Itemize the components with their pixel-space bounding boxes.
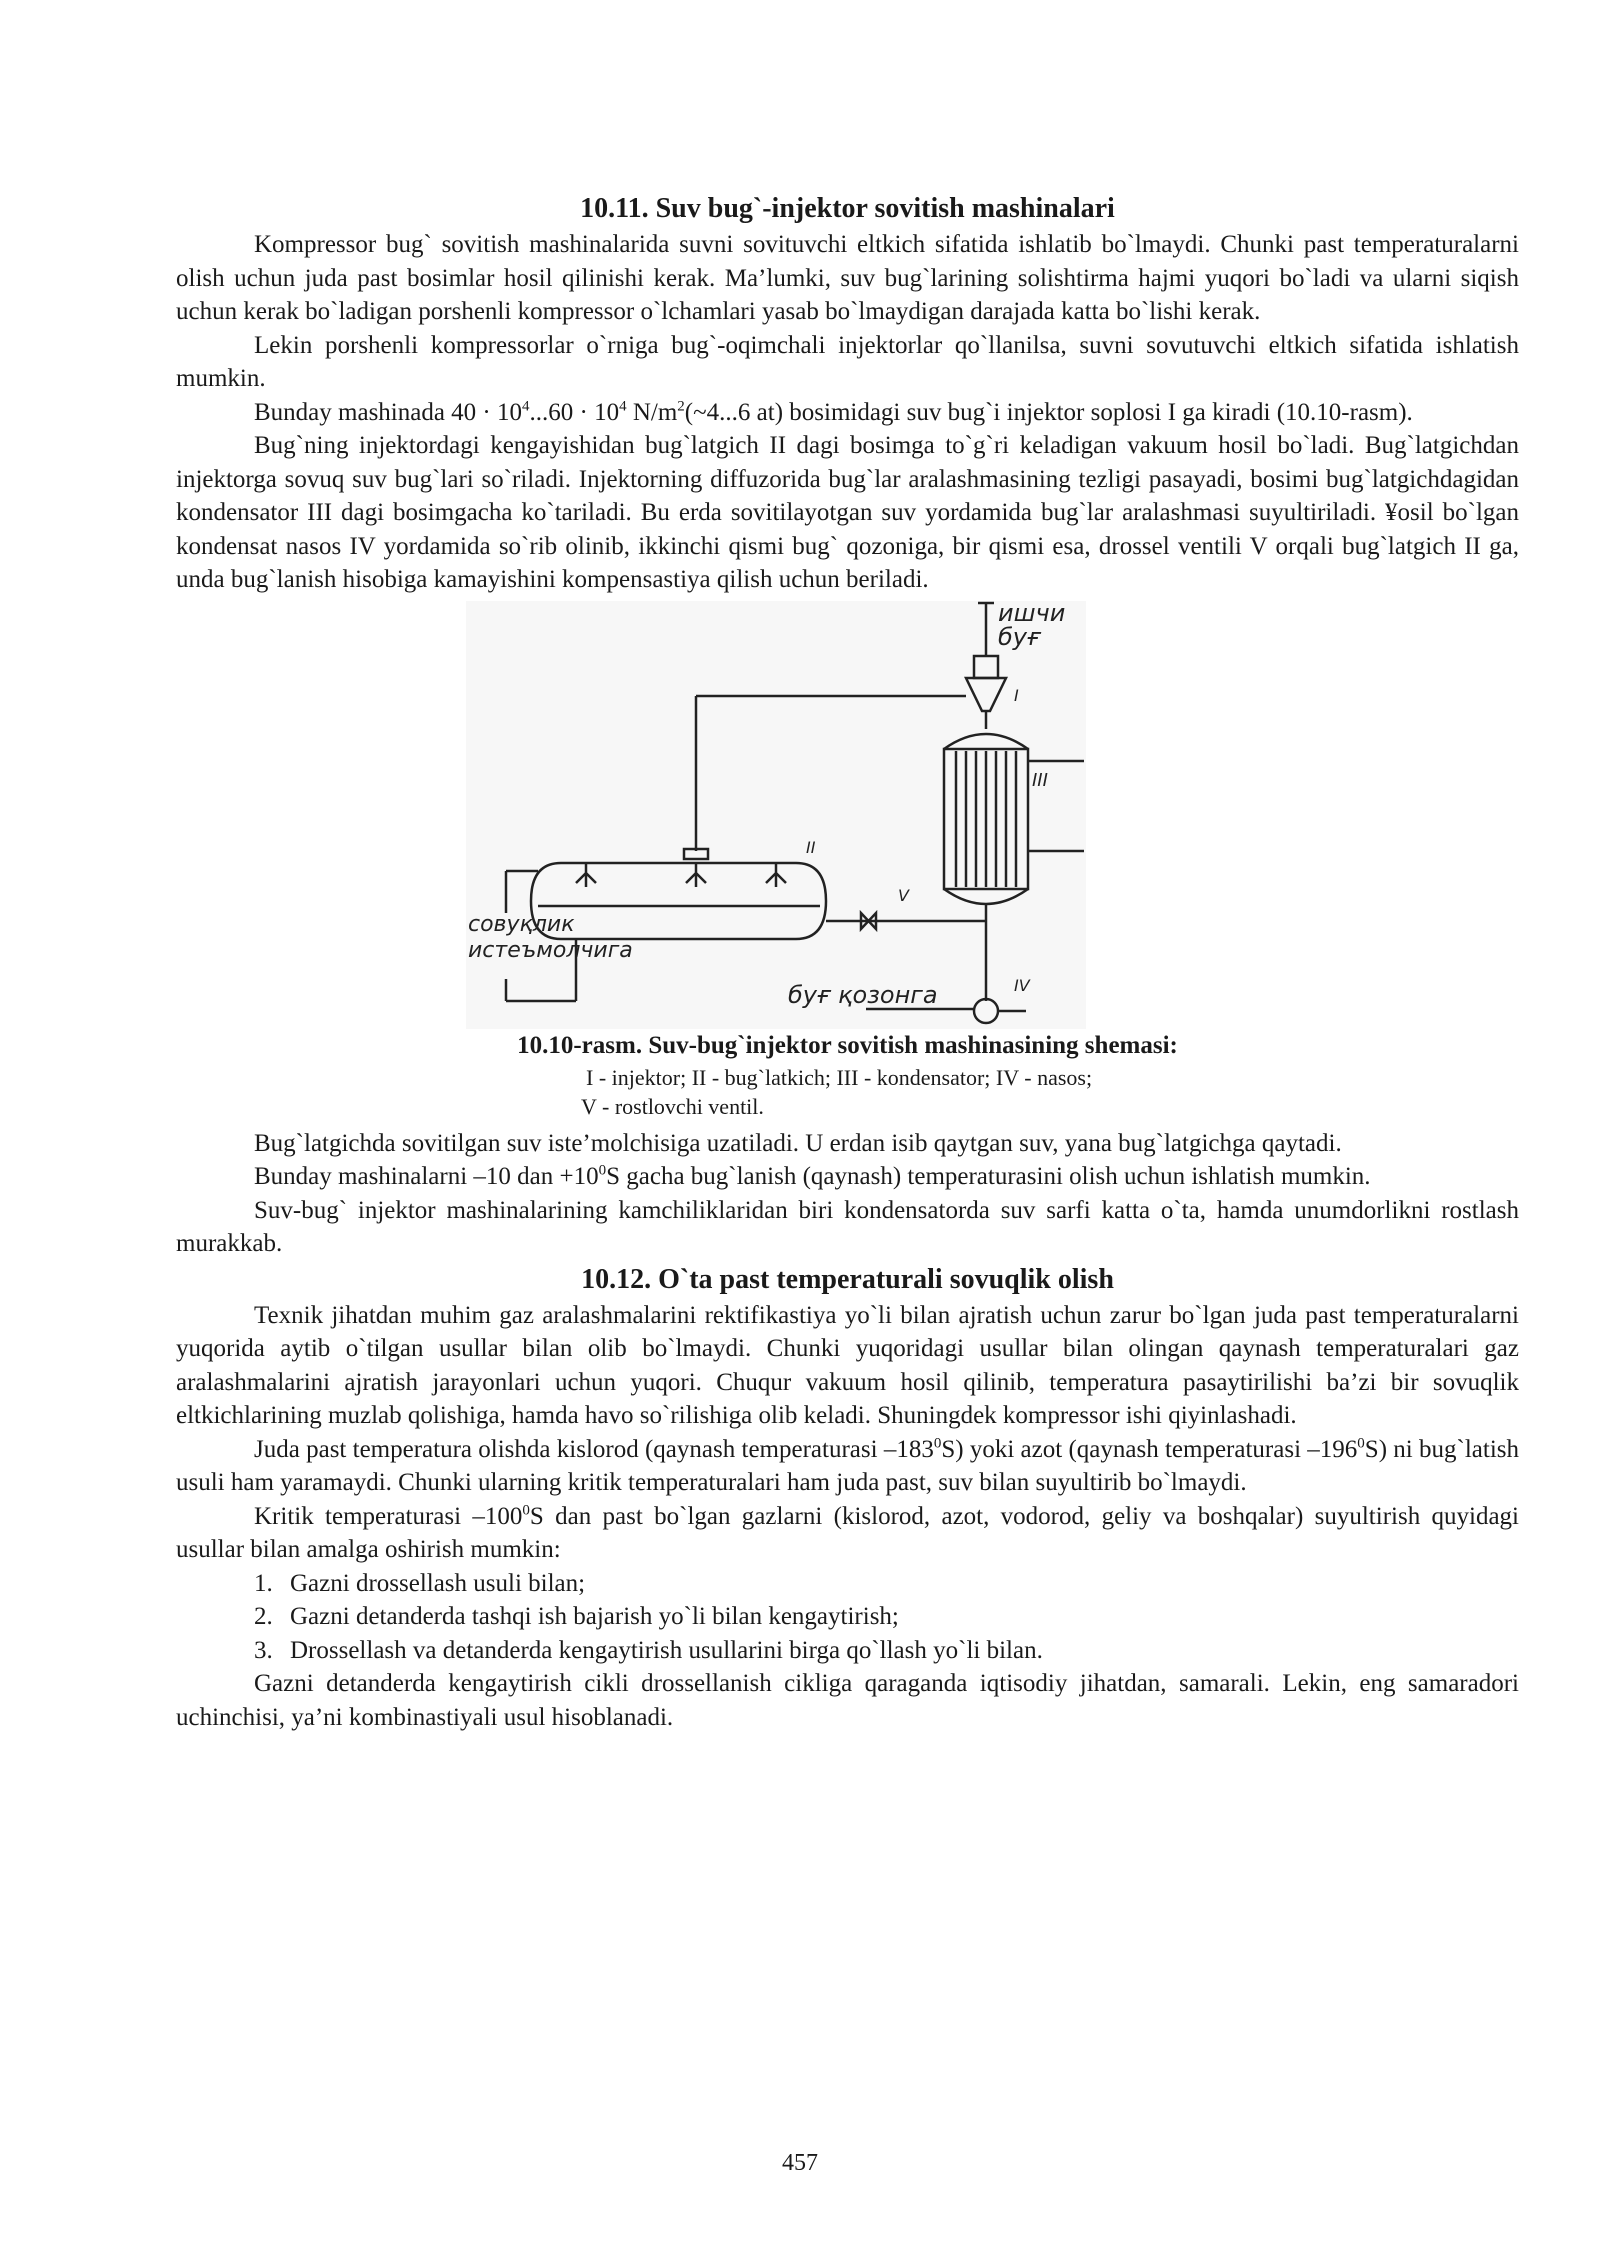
figure-caption-line: V - rostlovchi ventil.: [581, 1093, 764, 1119]
label-II: II: [806, 837, 816, 857]
paragraph: Texnik jihatdan muhim gaz aralashmalarini rektifikastiya yo`li bilan ajratish uchun zarur bo`lgan juda past temperaturalarni yuqorida aytib o`tilgan usullar bilan olib bo`lmaydi. Chunki yuqoridagi usullar bilan olingan qaynash temperaturalari gaz aralashmalarini ajratish jarayonlari uchun yuqori. Chuqur vakuum hosil qilinib, temperatura pasaytirilishi ba’zi bir sovuqlik eltkichlarining muzlab qolishiga, hamda havo so`rilishiga olib keladi. Shuningdek kompressor ishi qiyinlashadi.: [176, 1301, 1519, 1429]
label-IV: IV: [1014, 975, 1030, 995]
section-title-10-11: 10.11. Suv bug`-injektor sovitish mashinalari: [580, 193, 1115, 224]
label-working-steam-2: буғ: [998, 622, 1041, 651]
label-V: V: [898, 885, 909, 905]
figure-caption-line: I - injektor; II - bug`latkich; III - kondensator; IV - nasos;: [586, 1064, 1093, 1090]
paragraph: Kritik temperaturasi $-100^0S$ dan past bo`lgan gazlarni (kislorod, azot, vodorod, geliy va boshqalar) suyultirish quyidagi usullar bilan amalga oshirish mumkin:: [176, 1502, 1519, 1563]
label-working-steam-1: ишчи: [998, 600, 1066, 627]
label-consumer-2: истеъмолчига: [468, 937, 633, 963]
label-III: III: [1032, 769, 1048, 791]
figure-caption-title: 10.10-rasm. Suv-bug`injektor sovitish mashinasining shemasi:: [517, 1031, 1178, 1059]
page-content: [176, 190, 1519, 1734]
paragraph: Bunday mashinalarni –10 dan $+10^0S$ gacha bug`lanish (qaynash) temperaturasini olish uchun ishlatish mumkin.: [254, 1162, 1371, 1190]
list-item: 2. Gazni detanderda tashqi ish bajarish yo`li bilan kengaytirish;: [254, 1603, 899, 1630]
paragraph: Suv-bug` injektor mashinalarining kamchiliklaridan biri kondensatorda suv sarfi katta o`ta, hamda unumdorlikni rostlash murakkab.: [176, 1196, 1519, 1257]
paragraph: Kompressor bug` sovitish mashinalarida suvni sovituvchi eltkich sifatida ishlatib bo`lmaydi. Chunki past temperaturalarni olish uchun juda past bosimlar hosil qilinishi kerak. Ma’lumki, suv bug`larining solishtirma hajmi yuqori bo`ladi va ularni siqish uchun kerak bo`ladigan porshenli kompressor o`lchamlari yasab bo`lmaydigan darajada katta bo`lishi kerak.: [176, 231, 1519, 325]
paragraph: Lekin porshenli kompressorlar o`rniga bug`-oqimchali injektorlar qo`llanilsa, suvni sovutuvchi eltkich sifatida ishlatish mumkin.: [176, 331, 1519, 392]
list-item: 3. Drossellash va detanderda kengaytirish usullarini birga qo`llash yo`li bilan.: [254, 1636, 1043, 1664]
figure-schematic: [176, 601, 1519, 1029]
label-consumer-1: совуқлик: [468, 911, 575, 937]
list-item: 1. Gazni drossellash usuli bilan;: [254, 1569, 586, 1597]
page-number: 457: [782, 2150, 818, 2176]
paragraph: Gazni detanderda kengaytirish cikli drossellanish cikliga qaraganda iqtisodiy jihatdan, samarali. Lekin, eng samaradori uchinchisi, ya’ni kombinastiyali usul hisoblanadi.: [176, 1670, 1519, 1731]
pressure-paragraph: Bunday mashinada $40 \cdot 10^4...60 \cdot 10^4$ $N/m^2(\sim 4...6$ at) bosimidagi suv bug`i injektor soplosi I ga kiradi (10.10-rasm).: [254, 398, 1413, 426]
label-to-boiler: буғ қозонга: [788, 980, 938, 1009]
injector-schematic-diagram: [466, 601, 1086, 1029]
paragraph: Bug`ning injektordagi kengayishidan bug`latgich II dagi bosimga to`g`ri keladigan vakuum hosil bo`ladi. Bug`latgichdan injektorga sovuq suv bug`lari so`riladi. Injektorning diffuzorida bug`lar aralashmasining tezligi pasayadi, bosimi bug`latgichdagidan kondensator III dagi bosimgacha ko`tariladi. Bu erda sovitilayotgan suv yordamida bug`lar aralashmasi suyultiriladi. ¥osil bo`lgan kondensat nasos IV yordamida so`rib olinib, ikkinchi qismi bug` qozoniga, bir qismi esa, drossel ventili V orqali bug`latgich II ga, unda bug`lanish hisobiga kamayishini kompensastiya qilish uchun beriladi.: [176, 432, 1519, 593]
section-title-10-12: 10.12. O`ta past temperaturali sovuqlik olish: [581, 1263, 1114, 1295]
paragraph: Juda past temperatura olishda kislorod (qaynash temperaturasi $-183^0S$) yoki azot (qaynash temperaturasi $-196^0S$) ni bug`latish usuli ham yaramaydi. Chunki ularning kritik temperaturalari ham juda past, suv bilan suyultirib bo`lmaydi.: [176, 1435, 1519, 1496]
label-I: I: [1014, 685, 1019, 705]
paragraph: Bug`latgichda sovitilgan suv iste’molchisiga uzatiladi. U erdan isib qaytgan suv, yana bug`latgichga qaytadi.: [254, 1129, 1342, 1157]
method-list: [176, 1567, 1519, 1668]
